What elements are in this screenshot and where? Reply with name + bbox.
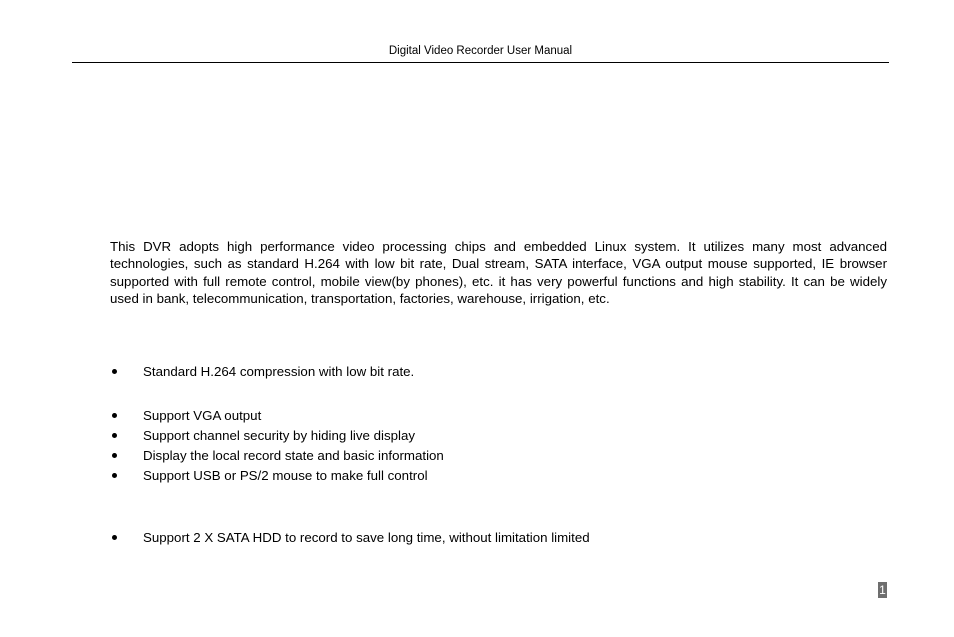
bullet-icon (112, 413, 117, 418)
bullet-icon (112, 535, 117, 540)
feature-item-mouse-control (110, 467, 887, 485)
feature-item-sata-hdd (110, 529, 887, 547)
feature-text: Display the local record state and basic information (143, 448, 444, 463)
feature-text: Support USB or PS/2 mouse to make full control (143, 468, 428, 483)
feature-item-vga (110, 407, 887, 425)
feature-item-compression (110, 363, 887, 381)
header-title: Digital Video Recorder User Manual (388, 45, 573, 57)
feature-text: Support channel security by hiding live display (143, 428, 416, 443)
bullet-icon (112, 473, 117, 478)
feature-item-channel-security (110, 427, 887, 445)
bullet-icon (112, 453, 117, 458)
feature-text: Standard H.264 compression with low bit rate. (143, 364, 415, 379)
feature-item-record-state (110, 447, 887, 465)
bullet-icon (112, 369, 117, 374)
feature-text: Support 2 X SATA HDD to record to save long time, without limitation limited (143, 530, 590, 545)
feature-text: Support VGA output (143, 408, 262, 423)
bullet-icon (112, 433, 117, 438)
page-header (72, 44, 889, 63)
intro-paragraph: This DVR adopts high performance video processing chips and embedded Linux system. It utilizes many most advanced technologies, such as standard H.264 with low bit rate, Dual stream, SATA interface, VGA output mouse supported, IE browser supported with full remote control, mobile view(by phones), etc. it has very powerful functions and high stability. It can be widely used in bank, telecommunication, transportation, factories, warehouse, irrigation, etc. (110, 239, 887, 306)
page-number: 1 (879, 583, 886, 597)
